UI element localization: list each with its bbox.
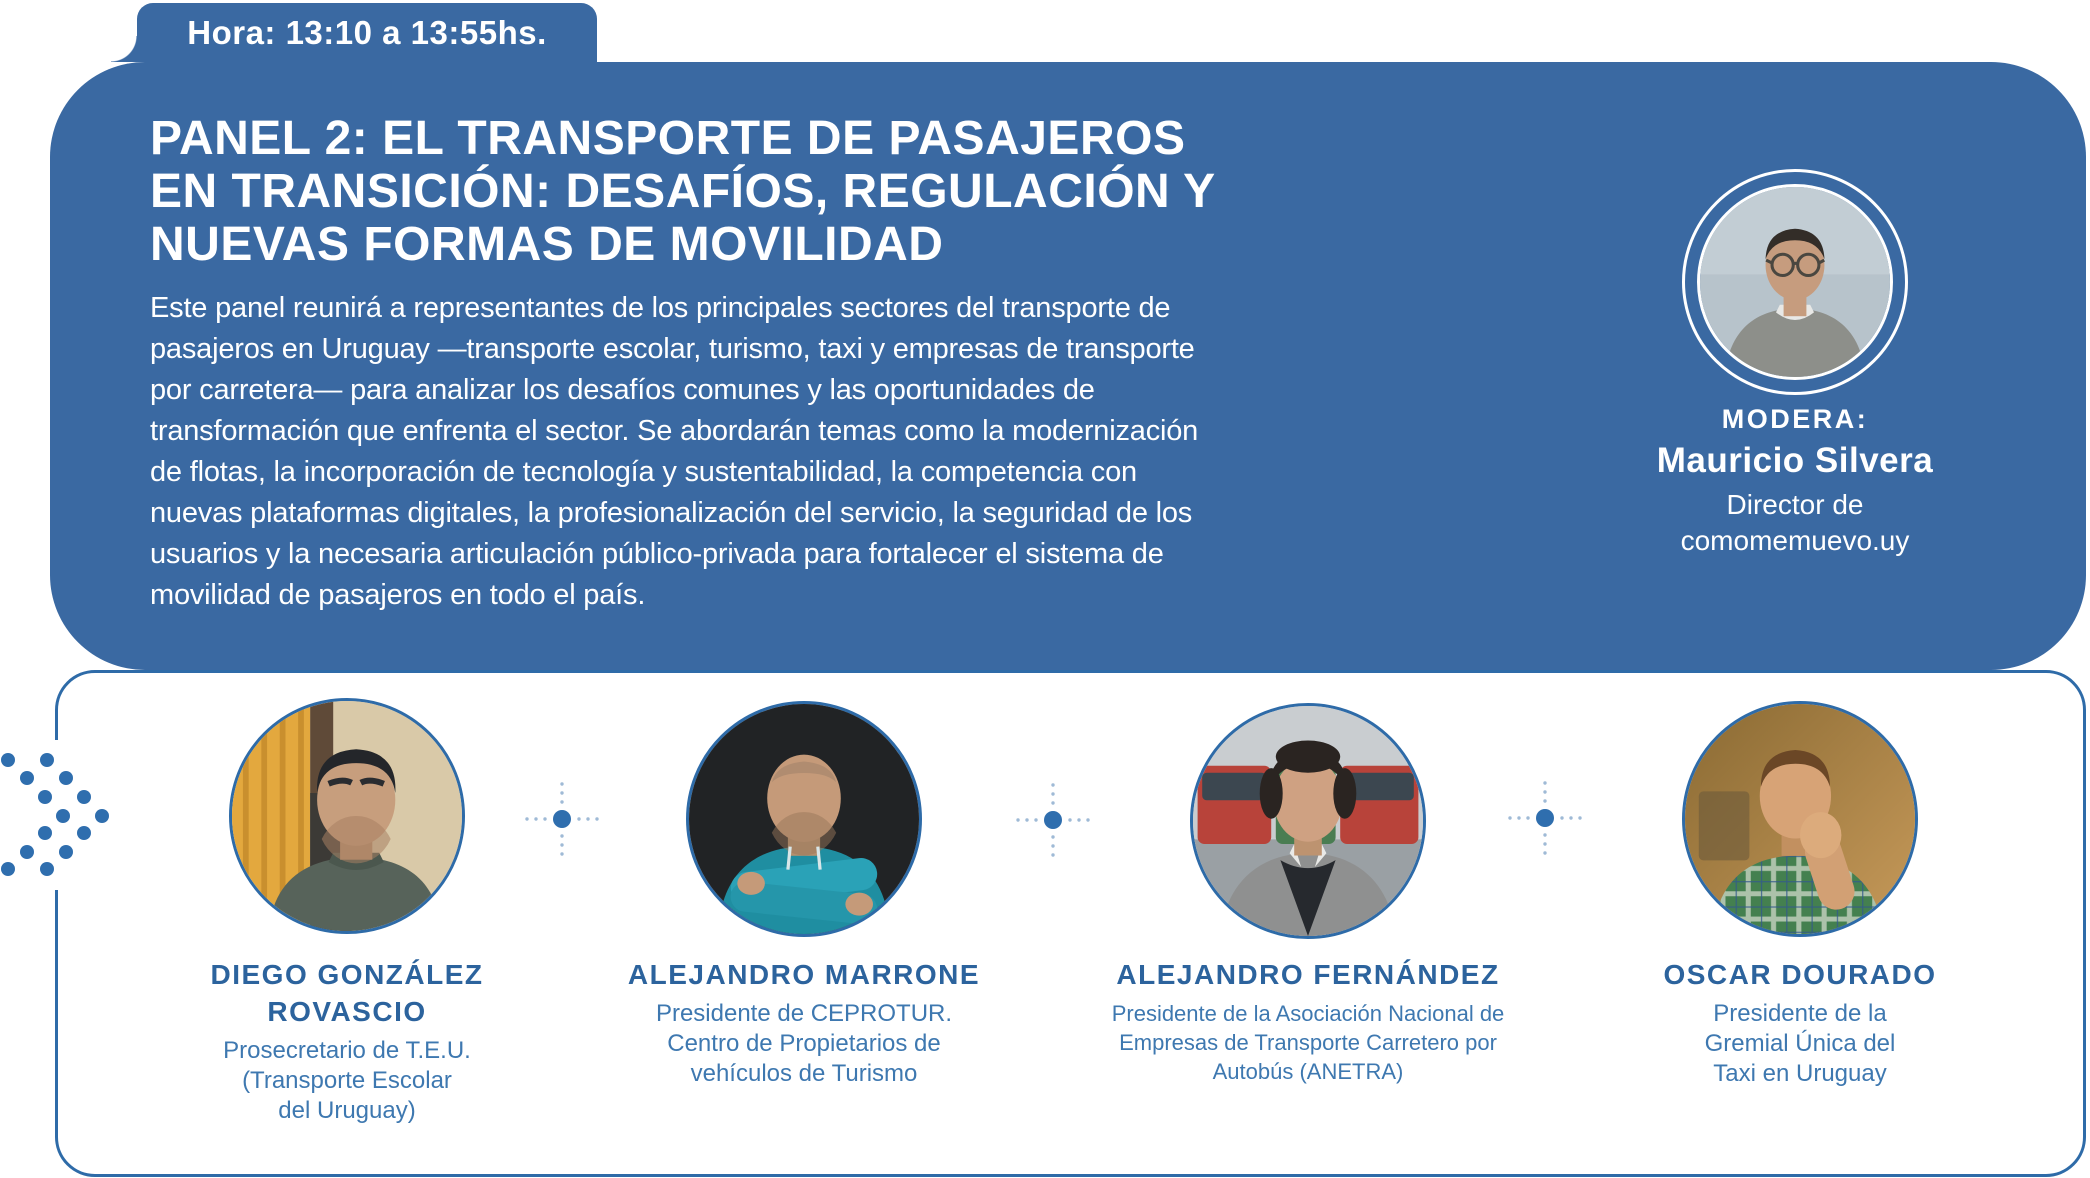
time-label: Hora: 13:10 a 13:55hs. — [187, 13, 547, 51]
panelist-card — [1570, 956, 2030, 1089]
panelist-role: Presidente de la Gremial Única del Taxi en Uruguay — [1704, 1000, 1896, 1087]
panelist-card — [1063, 956, 1553, 1086]
alejandro-fernandez-portrait-avatar — [1190, 703, 1426, 939]
panelist-role: Presidente de CEPROTUR. Centro de Propietarios de vehículos de Turismo — [655, 1000, 953, 1087]
moderator-avatar-illustration — [1700, 187, 1890, 377]
panelist-role: Presidente de la Asociación Nacional de Empresas de Transporte Carretero por Autobús (ANETRA) — [1111, 1001, 1505, 1084]
chevron-dots-icon — [0, 0, 120, 890]
oscar-dourado-portrait-avatar — [1682, 701, 1918, 937]
starburst-dot-icon — [1005, 772, 1101, 868]
panelist-name: ALEJANDRO MARRONE — [627, 959, 981, 990]
panelist-card — [117, 956, 577, 1126]
moderator-name: Mauricio Silvera — [1656, 441, 1934, 480]
time-badge — [137, 3, 597, 62]
alejandro-marrone-portrait-avatar — [686, 701, 922, 937]
panelist-name: OSCAR DOURADO — [1663, 959, 1937, 990]
moderator-block — [1565, 404, 2025, 559]
moderator-role: Director de comomemuevo.uy — [1680, 489, 1910, 556]
panel-description: Este panel reunirá a representantes de los principales sectores del transporte de pasajeros en Uruguay —transporte escolar, turismo, taxi y empresas de transporte por carretera— para analizar los desafíos comunes y las oportunidades de transformación que enfrenta el sector. Se abordarán temas como la modernización de flotas, la incorporación de tecnología y sustentabilidad, la competencia con nuevas plataformas digitales, la profesionalización del servicio, la seguridad de los usuarios y la necesaria articulación público-privada para fortalecer el sistema de movilidad de pasajeros en todo el país. — [150, 292, 1199, 611]
starburst-dot-icon — [1497, 770, 1593, 866]
starburst-dot-icon — [514, 771, 610, 867]
diego-avatar-illustration — [232, 701, 462, 931]
panel-title: PANEL 2: EL TRANSPORTE DE PASAJEROS EN TRANSICIÓN: DESAFÍOS, REGULACIÓN Y NUEVAS FORMAS DE MOVILIDAD — [150, 112, 1216, 271]
panelist-card — [574, 956, 1034, 1089]
fernandez-avatar-illustration — [1193, 706, 1423, 936]
diego-gonzalez-portrait-avatar — [229, 698, 465, 934]
moderator-portrait-avatar — [1697, 184, 1893, 380]
dourado-avatar-illustration — [1685, 704, 1915, 934]
moderator-label: MODERA: — [1721, 404, 1869, 434]
panelist-name: ALEJANDRO FERNÁNDEZ — [1116, 959, 1500, 990]
panelist-role: Prosecretario de T.E.U. (Transporte Escolar del Uruguay) — [223, 1037, 471, 1124]
marrone-avatar-illustration — [689, 704, 919, 934]
panelist-name: DIEGO GONZÁLEZ ROVASCIO — [210, 959, 484, 1027]
